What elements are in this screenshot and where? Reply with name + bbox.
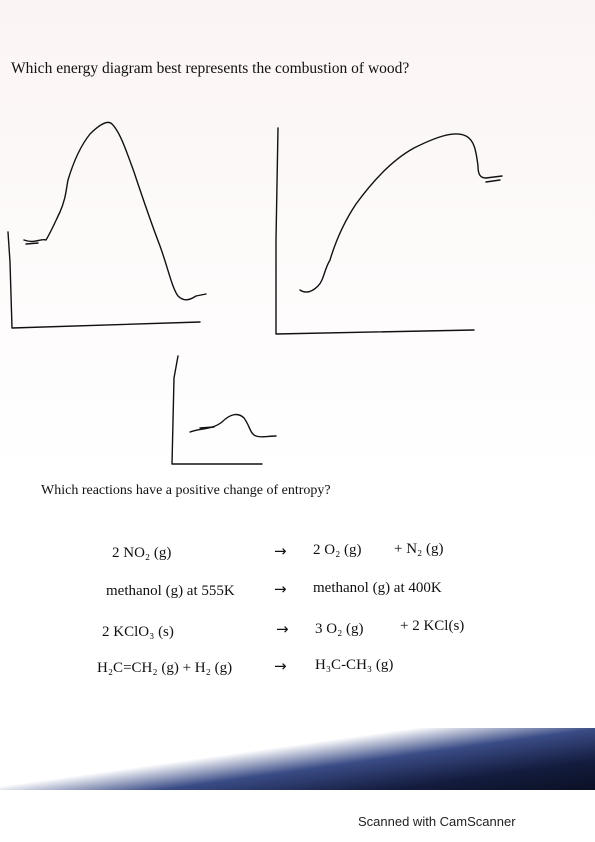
reaction-1-arrow: →	[274, 542, 287, 560]
reaction-4-arrow: →	[274, 657, 287, 675]
axes-c	[172, 356, 262, 464]
reaction-3-product-2: + 2 KCl(s)	[400, 618, 465, 634]
energy-diagram-a	[8, 122, 206, 328]
reaction-3-arrow: →	[276, 620, 289, 638]
reaction-3-product-1: 3 O₂ (g)	[315, 621, 364, 637]
reaction-2-reactant: methanol (g) at 555K	[106, 583, 235, 599]
reaction-4-product-1: H₃C-CH₃ (g)	[315, 657, 394, 673]
reaction-1-reactant: 2 NO₂ (g)	[112, 545, 172, 561]
energy-diagram-b	[276, 128, 502, 334]
reaction-1-product-1: 2 O₂ (g)	[313, 542, 362, 558]
reaction-4-reactant: H₂C=CH₂ (g) + H₂ (g)	[97, 660, 233, 676]
curve-b	[300, 134, 502, 292]
scan-shadow	[0, 728, 595, 790]
curve-a	[24, 122, 206, 299]
axes-b	[276, 128, 474, 334]
reaction-1-product-2: + N₂ (g)	[394, 541, 444, 557]
reaction-2-product-1: methanol (g) at 400K	[313, 580, 442, 596]
reaction-3-reactant: 2 KClO₃ (s)	[102, 624, 174, 640]
energy-diagram-c	[172, 356, 276, 464]
reaction-2-arrow: →	[274, 580, 287, 598]
question-2: Which reactions have a positive change of entropy?	[41, 483, 331, 498]
scanner-watermark: Scanned with CamScanner	[358, 814, 516, 829]
curve-c	[190, 415, 276, 437]
question-1: Which energy diagram best represents the combustion of wood?	[11, 60, 410, 77]
